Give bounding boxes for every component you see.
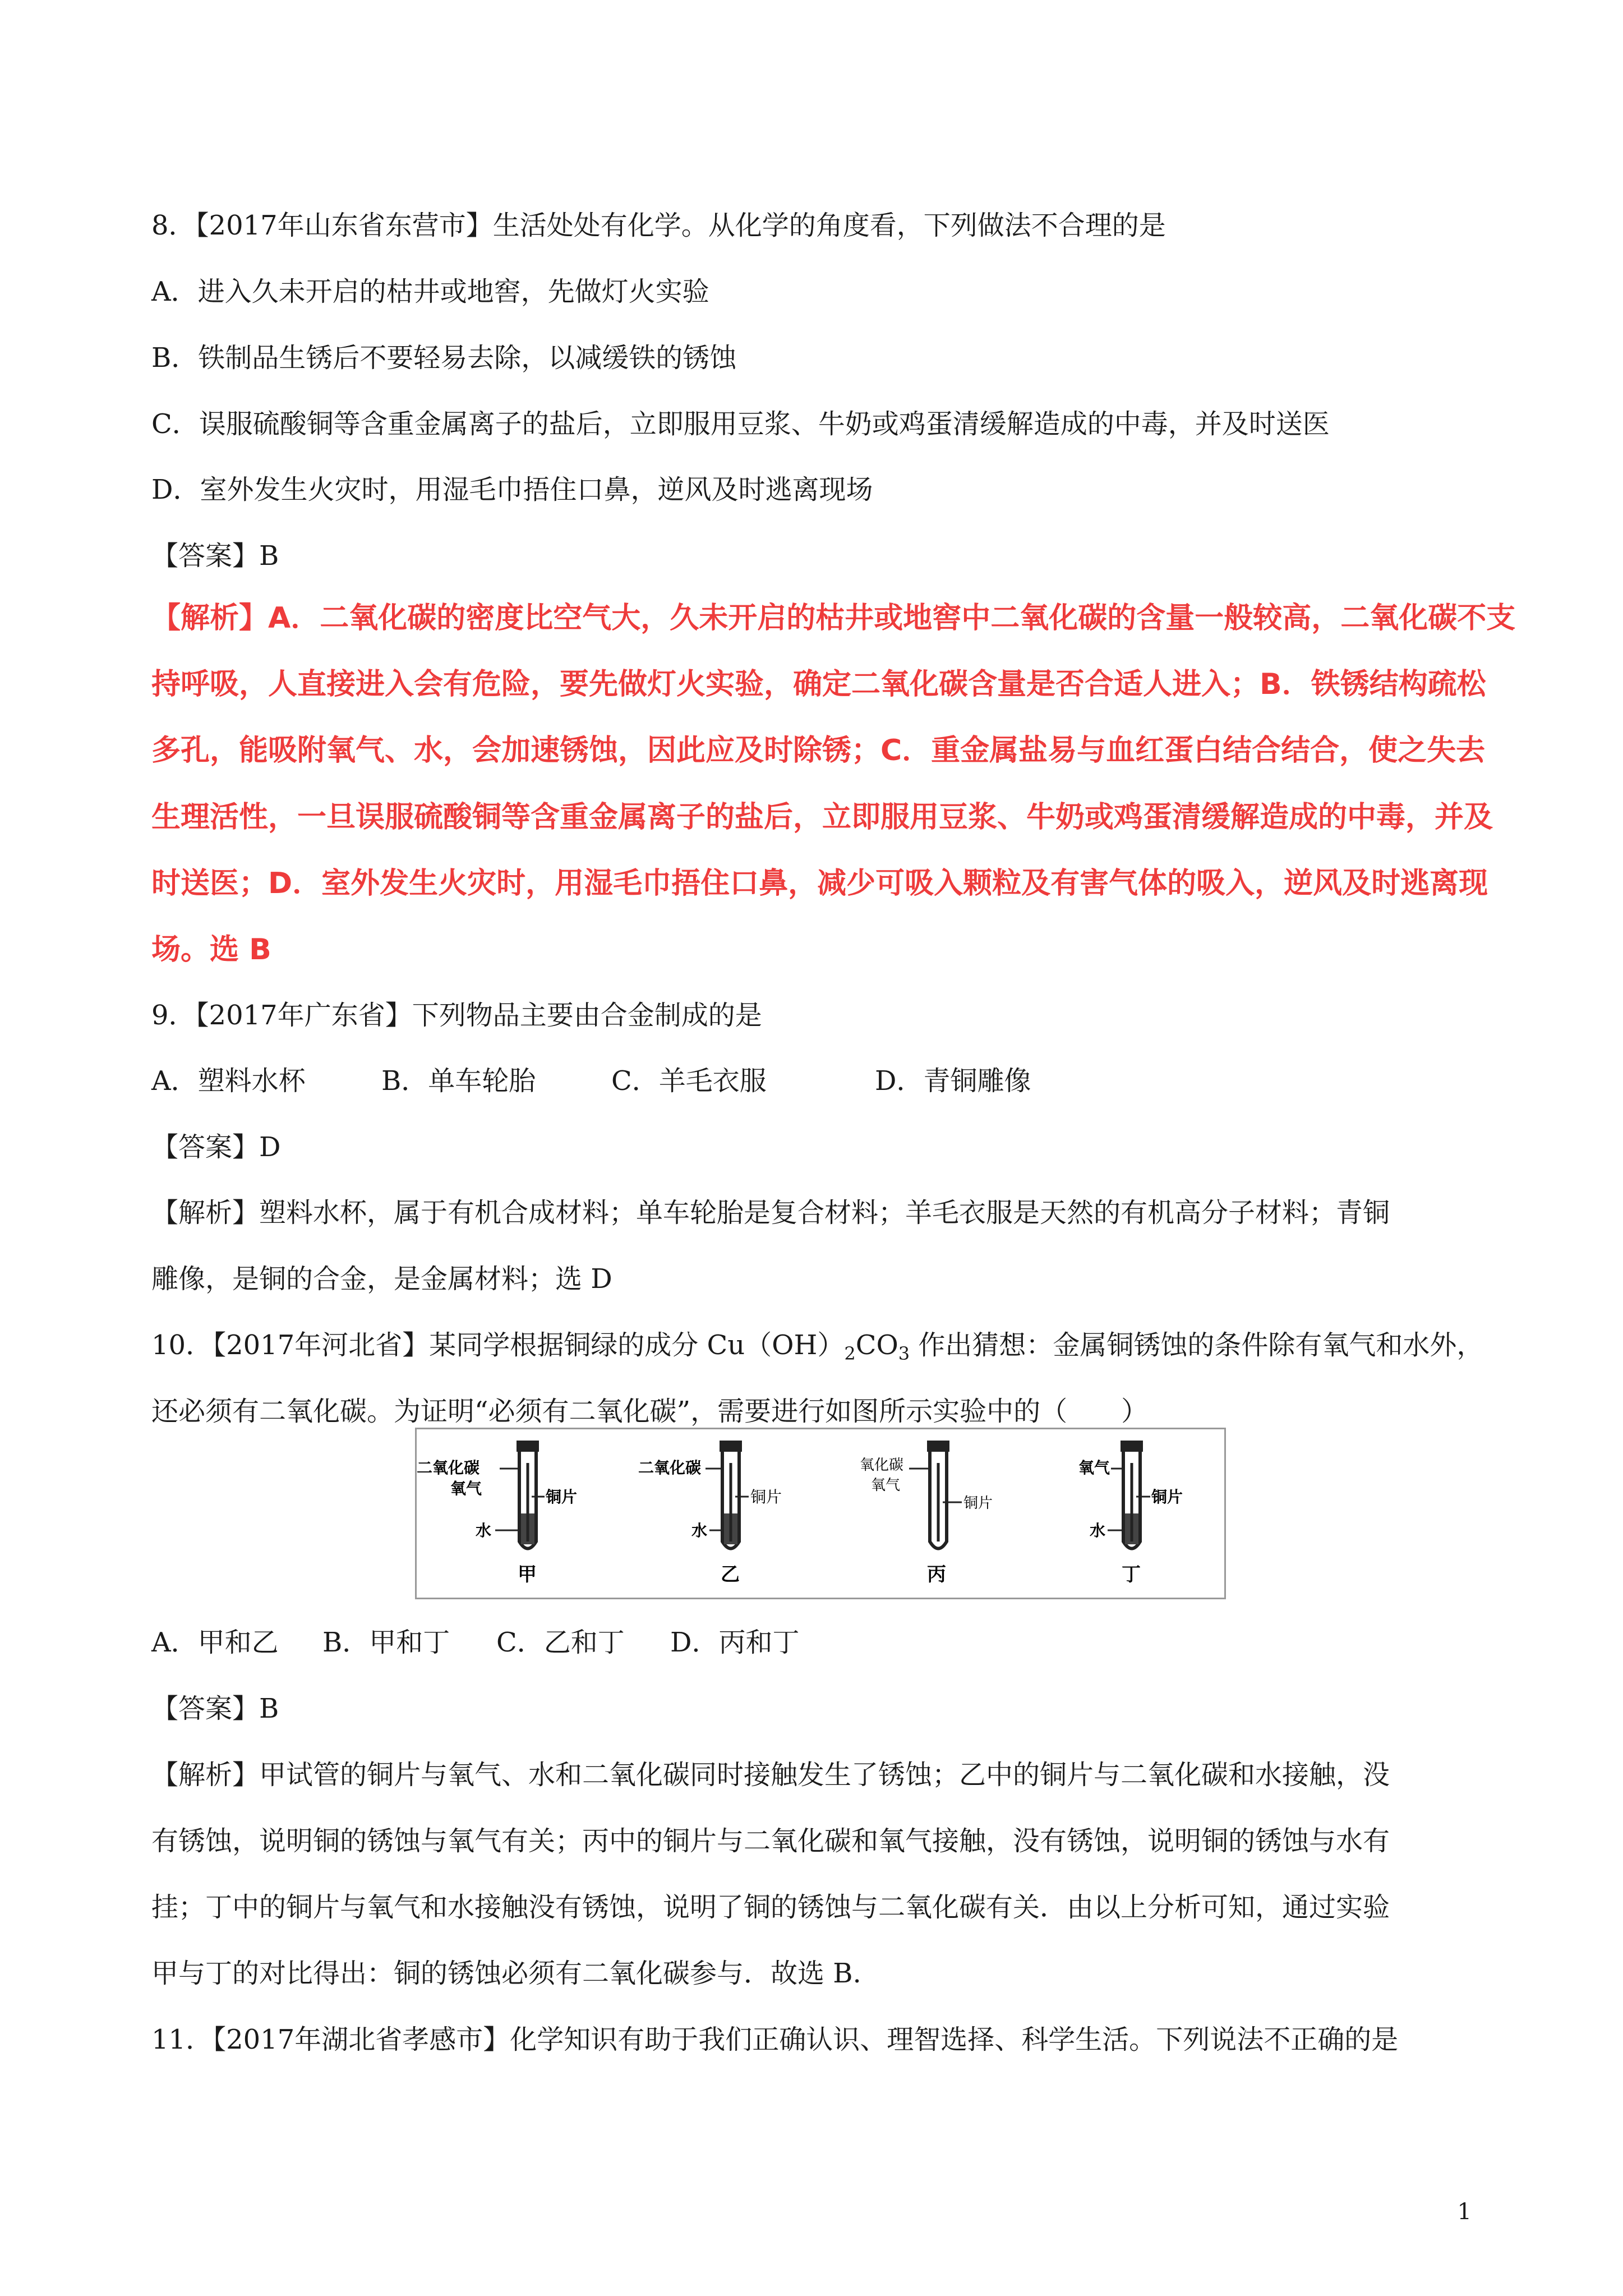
q10-option-d: D．丙和丁 bbox=[670, 1627, 800, 1658]
tube-ding-gas-label: 氧气 bbox=[1078, 1458, 1110, 1477]
q8-option-c: C．误服硫酸铜等含重金属离子的盐后，立即服用豆浆、牛奶或鸡蛋清缓解造成的中毒，并及时送医 bbox=[151, 408, 1330, 440]
tube-yi-name: 乙 bbox=[721, 1563, 740, 1586]
q8-option-a: A．进入久未开启的枯井或地窖，先做灯火实验 bbox=[151, 276, 709, 307]
q8-option-d: D．室外发生火灾时，用湿毛巾捂住口鼻，逆风及时逃离现场 bbox=[151, 474, 873, 505]
tube-yi-copper-label: 铜片 bbox=[750, 1488, 782, 1506]
tube-bing-gas-label: 氧化碳 bbox=[860, 1457, 904, 1474]
q11-stem: 11．【2017年湖北省孝感市】化学知识有助于我们正确认识、理智选择、科学生活。下列说法不正确的是 bbox=[151, 2024, 1399, 2055]
q10-subscript-2: 2 bbox=[844, 1343, 856, 1364]
tube-ding-copper-label: 铜片 bbox=[1151, 1488, 1183, 1506]
tube-jia-gas2-label: 氧气 bbox=[450, 1479, 482, 1498]
tube-jia-gas-label: 二氧化碳 bbox=[417, 1458, 480, 1477]
tube-bing bbox=[860, 1441, 993, 1586]
q10-stem-part-2: CO bbox=[855, 1329, 898, 1361]
q10-stem-part-3: 作出猜想：金属铜锈蚀的条件除有氧气和水外， bbox=[910, 1329, 1484, 1361]
tube-ding bbox=[1078, 1441, 1183, 1586]
q9-option-a: A．塑料水杯 bbox=[151, 1065, 306, 1097]
q9-options bbox=[151, 1064, 1031, 1098]
tube-yi-stopper bbox=[720, 1441, 742, 1452]
tube-bing-copper-label: 铜片 bbox=[963, 1495, 993, 1512]
q8-answer: 【答案】B bbox=[151, 540, 279, 572]
q9-analysis-line-2: 雕像，是铜的合金，是金属材料；选 D bbox=[151, 1263, 612, 1295]
tube-jia-copper-label: 铜片 bbox=[546, 1488, 578, 1506]
q10-stem-line-1 bbox=[151, 1328, 1483, 1370]
q10-analysis-line-3: 挂；丁中的铜片与氧气和水接触没有锈蚀，说明了铜的锈蚀与二氧化碳有关．由以上分析可知，通过实验 bbox=[151, 1892, 1390, 1923]
tube-jia-stopper bbox=[517, 1441, 539, 1452]
tube-bing-gas2-label: 氧气 bbox=[871, 1477, 901, 1494]
tube-jia bbox=[417, 1441, 577, 1586]
q10-stem-line-2: 还必须有二氧化碳。为证明“必须有二氧化碳”，需要进行如图所示实验中的（ ） bbox=[151, 1396, 1149, 1427]
q9-stem: 9．【2017年广东省】下列物品主要由合金制成的是 bbox=[151, 1000, 762, 1031]
q8-stem: 8．【2017年山东省东营市】生活处处有化学。从化学的角度看，下列做法不合理的是 bbox=[151, 210, 1166, 241]
q10-analysis-line-2: 有锈蚀，说明铜的锈蚀与氧气有关；丙中的铜片与二氧化碳和氧气接触，没有锈蚀，说明铜的锈蚀与水有 bbox=[151, 1825, 1390, 1857]
q8-option-b: B．铁制品生锈后不要轻易去除，以减缓铁的锈蚀 bbox=[151, 342, 737, 374]
page-number: 1 bbox=[1457, 2199, 1472, 2225]
tube-ding-stopper bbox=[1121, 1441, 1143, 1452]
q8-analysis-line-4: 生理活性，一旦误服硫酸铜等含重金属离子的盐后，立即服用豆浆、牛奶或鸡蛋清缓解造成的中毒，并及 bbox=[151, 800, 1493, 834]
q10-analysis-line-4: 甲与丁的对比得出：铜的锈蚀必须有二氧化碳参与．故选 B. bbox=[151, 1958, 861, 1989]
q9-option-b: B．单车轮胎 bbox=[381, 1065, 536, 1097]
q9-option-c: C．羊毛衣服 bbox=[611, 1065, 767, 1097]
tube-bing-name: 丙 bbox=[927, 1563, 946, 1586]
q10-stem-part-1: 10．【2017年河北省】某同学根据铜绿的成分 Cu（OH） bbox=[151, 1329, 845, 1361]
tube-jia-water-label: 水 bbox=[476, 1521, 492, 1540]
q8-analysis-line-6: 场。选 B bbox=[151, 933, 271, 967]
q8-analysis-line-2: 持呼吸，人直接进入会有危险，要先做灯火实验，确定二氧化碳含量是否合适人进入；B．铁锈结构疏松 bbox=[151, 668, 1486, 701]
q10-answer: 【答案】B bbox=[151, 1693, 279, 1724]
test-tube-experiment-figure bbox=[415, 1428, 1226, 1599]
q8-analysis-line-3: 多孔，能吸附氧气、水，会加速锈蚀，因此应及时除锈；C．重金属盐易与血红蛋白结合结合，使之失去 bbox=[151, 734, 1486, 767]
q8-analysis-line-1: 【解析】A．二氧化碳的密度比空气大，久未开启的枯井或地窖中二氧化碳的含量一般较高，二氧化碳不支 bbox=[151, 601, 1516, 635]
tube-ding-water-label: 水 bbox=[1090, 1521, 1106, 1540]
tube-bing-stopper bbox=[927, 1441, 949, 1452]
tube-yi-gas-label: 二氧化碳 bbox=[638, 1458, 702, 1477]
q8-analysis-line-5: 时送医；D．室外发生火灾时，用湿毛巾捂住口鼻，减少可吸入颗粒及有害气体的吸入，逆风及时逃离现 bbox=[151, 867, 1488, 900]
q9-answer: 【答案】D bbox=[151, 1131, 281, 1163]
tube-yi bbox=[638, 1441, 782, 1586]
q10-subscript-3: 3 bbox=[898, 1343, 910, 1364]
q10-analysis-line-1: 【解析】甲试管的铜片与氧气、水和二氧化碳同时接触发生了锈蚀；乙中的铜片与二氧化碳和水接触，没 bbox=[151, 1759, 1390, 1791]
q10-options bbox=[151, 1626, 800, 1659]
tube-yi-water-label: 水 bbox=[691, 1521, 708, 1540]
tube-jia-name: 甲 bbox=[518, 1563, 537, 1586]
q9-option-d: D．青铜雕像 bbox=[875, 1065, 1031, 1097]
tube-ding-name: 丁 bbox=[1122, 1563, 1141, 1586]
q10-option-b: B．甲和丁 bbox=[322, 1627, 450, 1658]
q10-option-c: C．乙和丁 bbox=[496, 1627, 625, 1658]
q9-analysis-line-1: 【解析】塑料水杯，属于有机合成材料；单车轮胎是复合材料；羊毛衣服是天然的有机高分子材料；青铜 bbox=[151, 1197, 1390, 1228]
q10-option-a: A．甲和乙 bbox=[151, 1627, 279, 1658]
